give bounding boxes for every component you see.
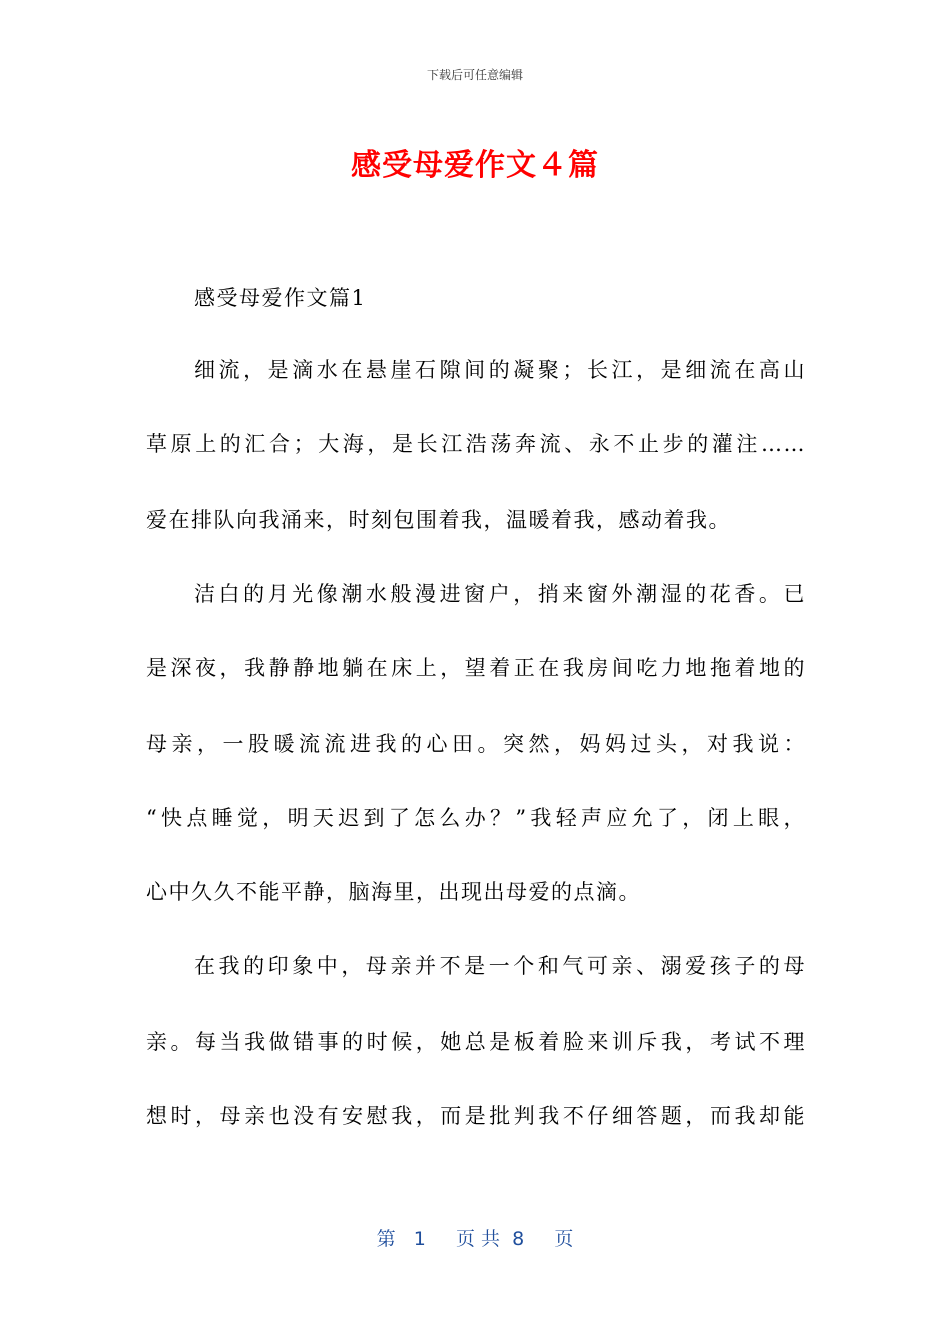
paragraph-line: 草原上的汇合；大海，是长江浩荡奔流、永不止步的灌注……	[146, 432, 806, 456]
paragraph-line: 想时，母亲也没有安慰我，而是批判我不仔细答题，而我却能	[146, 1104, 806, 1128]
page-number-footer: 第 1 页 共 8 页	[376, 1228, 574, 1250]
paragraph-line: 是深夜，我静静地躺在床上，望着正在我房间吃力地拖着地的	[146, 656, 806, 680]
paragraph-line: 在我的印象中，母亲并不是一个和气可亲、溺爱孩子的母	[194, 954, 806, 978]
header-note: 下载后可任意编辑	[426, 68, 523, 82]
paragraph-line: 母亲，一股暖流流进我的心田。突然，妈妈过头，对我说：	[146, 732, 806, 756]
paragraph-line: 心中久久不能平静，脑海里，出现出母爱的点滴。	[146, 880, 641, 904]
paragraph-line: “快点睡觉，明天迟到了怎么办？”我轻声应允了，闭上眼，	[146, 806, 806, 830]
paragraph-line: 细流，是滴水在悬崖石隙间的凝聚；长江，是细流在高山	[194, 358, 806, 382]
document-title: 感受母爱作文４篇	[351, 148, 599, 183]
paragraph-line: 亲。每当我做错事的时候，她总是板着脸来训斥我，考试不理	[146, 1030, 806, 1054]
paragraph-line: 洁白的月光像潮水般漫进窗户，捎来窗外潮湿的花香。已	[194, 582, 806, 606]
paragraph-line: 爱在排队向我涌来，时刻包围着我，温暖着我，感动着我。	[146, 508, 731, 532]
section-heading: 感受母爱作文篇1	[194, 286, 367, 310]
